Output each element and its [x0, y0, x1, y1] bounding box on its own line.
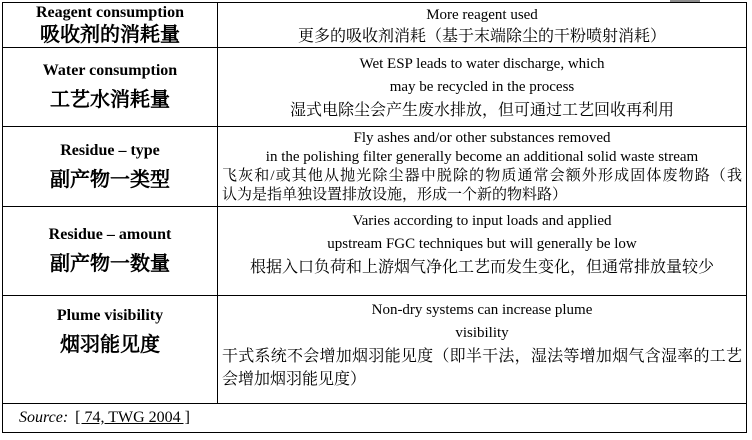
row-desc-cell [218, 48, 746, 126]
table-row-residue-amount [3, 207, 746, 296]
row-label-en: Residue – amount [48, 226, 172, 243]
desc-line: 认为是指单独设置排放设施，形成一个新的物料路） [222, 187, 568, 203]
row-label-cell [3, 48, 218, 126]
row-desc-cell [218, 207, 746, 295]
desc-line: upstream FGC techniques but will generally be low [327, 236, 637, 252]
table-row-water-consumption [3, 48, 746, 127]
source-label: Source: [19, 409, 69, 426]
desc-line: Wet ESP leads to water discharge, which [359, 56, 605, 72]
row-label-en: Residue – type [60, 141, 160, 159]
row-label-zh: 吸收剂的消耗量 [40, 24, 180, 46]
desc-line: 干式系统不会增加烟羽能见度（即半干法，湿法等增加烟气含湿率的工艺 [222, 348, 742, 365]
table-row-reagent-consumption [3, 3, 746, 48]
source-reference-link[interactable]: [ 74, TWG 2004 ] [75, 409, 190, 426]
row-label-en: Reagent consumption [35, 4, 184, 21]
desc-line: 飞灰和/或其他从抛光除尘器中脱除的物质通常会额外形成固体废物路（我 [222, 168, 742, 184]
row-label-cell [3, 3, 218, 47]
row-label-en: Plume visibility [56, 307, 164, 324]
row-label-zh: 工艺水消耗量 [50, 89, 170, 111]
row-desc-cell [218, 296, 746, 403]
desc-line: More reagent used [426, 7, 538, 23]
desc-line: Varies according to input loads and applied [352, 213, 612, 229]
row-label-cell [3, 207, 218, 295]
desc-line: Fly ashes and/or other substances removed [353, 130, 611, 146]
desc-line: may be recycled in the process [389, 79, 575, 95]
desc-line: visibility [455, 325, 509, 341]
table-row-residue-type [3, 127, 746, 207]
row-label-cell [3, 296, 218, 403]
desc-line: 根据入口负荷和上游烟气净化工艺而发生变化，但通常排放量较少 [249, 259, 714, 276]
row-desc-cell [218, 3, 746, 47]
table-row-plume-visibility [3, 296, 746, 404]
row-desc-cell [218, 127, 746, 206]
desc-line: in the polishing filter generally become an additional solid waste stream [265, 149, 699, 165]
desc-line: 更多的吸收剂消耗（基于末端除尘的干粉喷射消耗） [297, 28, 666, 45]
row-label-zh: 烟羽能见度 [60, 334, 160, 356]
row-label-zh: 副产物一类型 [50, 168, 170, 191]
desc-line: 会增加烟羽能见度） [222, 371, 367, 388]
desc-line: 湿式电除尘会产生废水排放，但可通过工艺回收再利用 [289, 102, 674, 119]
row-label-en: Water consumption [42, 62, 178, 79]
row-label-zh: 副产物一数量 [50, 253, 170, 275]
row-label-cell [3, 127, 218, 206]
source-row [3, 404, 746, 432]
comparison-table [2, 2, 747, 433]
desc-line: Non-dry systems can increase plume [371, 302, 593, 318]
